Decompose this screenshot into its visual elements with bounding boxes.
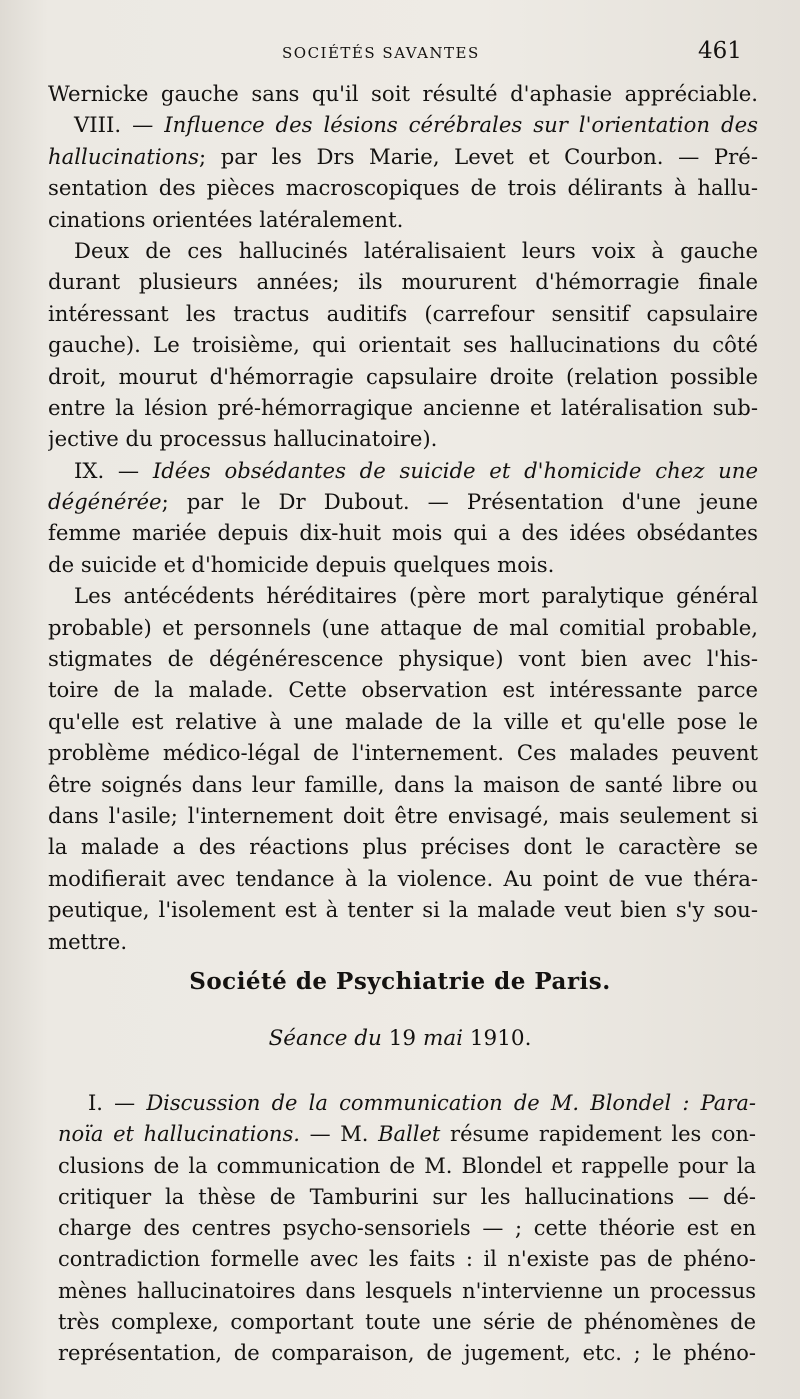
text-line: IX. — Idées obsédantes de suicide et d'homicide chez une (74, 457, 758, 483)
text-line: VIII. — Influence des lésions cérébrales sur l'orientation des (74, 112, 758, 138)
text-line: Deux de ces hallucinés latéralisaient leurs voix à gauche (74, 237, 758, 263)
text-line: clusions de la communication de M. Blondel et rappelle pour la (58, 1153, 756, 1178)
text-line: hallucinations; par les Drs Marie, Levet et Courbon. — Pré- (48, 143, 758, 169)
text-line: dégénérée; par le Dr Dubout. — Présentation d'une jeune (48, 489, 758, 515)
text-line: critiquer la thèse de Tamburini sur les hallucinations — dé- (58, 1184, 756, 1209)
session-day: 19 (388, 1026, 417, 1051)
text-line: jective du processus hallucinatoire). (48, 426, 438, 452)
text-line: peutique, l'isolement est à tenter si la malade veut bien s'y sou- (48, 897, 758, 923)
session-date (0, 1026, 800, 1051)
text-line: mènes hallucinatoires dans lesquels n'intervienne un processus (58, 1278, 756, 1303)
text-line: charge des centres psycho-sensoriels — ; cette théorie est en (58, 1216, 756, 1241)
body-text (48, 78, 758, 957)
text-line: stigmates de dégénérescence physique) vont bien avec l'his- (48, 646, 758, 672)
text-line: être soignés dans leur famille, dans la maison de santé libre ou (48, 771, 758, 797)
text-line: probable) et personnels (une attaque de mal comitial probable, (48, 614, 758, 640)
text-line: très complexe, comportant toute une série de phénomènes de (58, 1310, 756, 1335)
text-line: problème médico-légal de l'internement. Ces malades peuvent (48, 740, 758, 766)
text-line: représentation, de comparaison, de jugement, etc. ; le phéno- (58, 1341, 756, 1366)
page-number: 461 (698, 38, 742, 64)
text-line: I. — Discussion de la communication de M. Blondel : Para- (88, 1091, 756, 1115)
session-label: Séance du (268, 1026, 382, 1051)
body-text-continued (58, 1088, 756, 1370)
text-line: entre la lésion pré-hémorragique ancienne et latéralisation sub- (48, 394, 758, 420)
text-line: intéressant les tractus auditifs (carrefour sensitif capsulaire (48, 300, 758, 326)
text-line: sentation des pièces macroscopiques de trois délirants à hallu- (48, 175, 758, 201)
running-header (0, 36, 800, 66)
text-line: durant plusieurs années; ils moururent d'hémorragie finale (48, 269, 758, 295)
text-line: cinations orientées latéralement. (48, 206, 404, 232)
text-line: noïa et hallucinations. — M. Ballet résume rapidement les con- (58, 1122, 756, 1147)
text-line: modifierait avec tendance à la violence. Au point de vue théra- (48, 865, 758, 891)
text-line: toire de la malade. Cette observation est intéressante parce (48, 677, 758, 703)
text-line: gauche). Le troisième, qui orientait ses hallucinations du côté (48, 332, 758, 358)
session-month: mai (422, 1026, 464, 1051)
text-line: Les antécédents héréditaires (père mort paralytique général (74, 583, 758, 609)
section-heading: Société de Psychiatrie de Paris. (189, 968, 611, 995)
text-line: de suicide et d'homicide depuis quelques mois. (48, 551, 555, 577)
running-title: SOCIÉTÉS SAVANTES (282, 44, 480, 62)
text-line: dans l'asile; l'internement doit être envisagé, mais seulement si (48, 802, 758, 828)
text-line: mettre. (48, 928, 128, 954)
text-line: femme mariée depuis dix-huit mois qui a des idées obsédantes (48, 520, 758, 546)
text-line: Wernicke gauche sans qu'il soit résulté d'aphasie appréciable. (48, 81, 758, 106)
text-line: droit, mourut d'hémorragie capsulaire droite (relation possible (48, 363, 758, 389)
session-year: 1910. (469, 1026, 532, 1051)
text-line: la malade a des réactions plus précises dont le caractère se (48, 834, 758, 860)
text-line: qu'elle est relative à une malade de la ville et qu'elle pose le (48, 708, 758, 734)
text-line: contradiction formelle avec les faits : il n'existe pas de phéno- (58, 1247, 756, 1272)
